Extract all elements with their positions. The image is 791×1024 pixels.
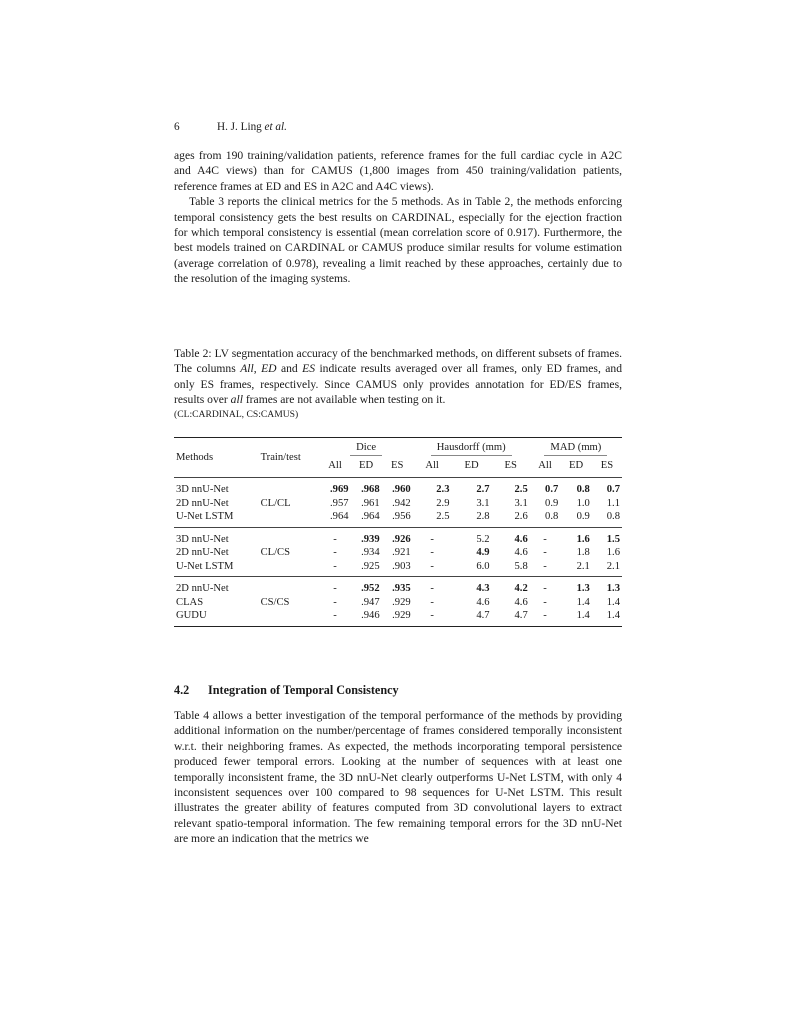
cell-value: .957: [330, 497, 349, 509]
results-table: [174, 437, 622, 627]
cell-value: 0.8: [606, 511, 620, 522]
cell-method: U-Net LSTM: [176, 511, 234, 522]
table-abbreviation-note: (CL:CARDINAL, CS:CAMUS): [174, 408, 299, 420]
cell-value: .935: [392, 583, 411, 594]
cell-value: .947: [361, 596, 380, 608]
cell-value: 2.7: [476, 484, 490, 495]
table-row: [174, 609, 622, 626]
cell-value: 4.3: [476, 583, 490, 594]
cell-method: 2D nnU-Net: [176, 583, 229, 594]
cell-value: .929: [392, 596, 411, 608]
cell-value: -: [430, 533, 434, 545]
cell-value: -: [430, 547, 434, 558]
page-number: 6: [174, 121, 180, 133]
cell-value: 1.3: [576, 583, 590, 594]
col-header-sub: ED: [569, 459, 584, 471]
cell-value: 5.2: [476, 533, 490, 545]
cell-value: -: [543, 583, 547, 594]
cell-value: 3.1: [476, 497, 490, 509]
cell-train-test: CS/CS: [260, 596, 290, 608]
cell-value: -: [543, 533, 547, 545]
col-header-sub: ED: [359, 459, 374, 471]
col-header-sub: All: [328, 459, 342, 471]
cell-value: 1.6: [606, 547, 620, 558]
table-row: [174, 510, 622, 527]
cell-value: .903: [392, 560, 411, 572]
table-row: [174, 577, 622, 596]
table-body: [174, 478, 622, 627]
cell-value: .929: [392, 610, 411, 621]
section-number: 4.2: [174, 683, 190, 697]
cell-method: 2D nnU-Net: [176, 497, 229, 509]
cell-value: 1.4: [606, 596, 620, 608]
table-row: [174, 546, 622, 560]
cell-method: U-Net LSTM: [176, 560, 234, 572]
cell-value: 1.1: [606, 497, 620, 509]
col-header-sub: ES: [600, 459, 614, 471]
cell-value: 2.5: [436, 511, 450, 522]
cell-train-test: [259, 478, 320, 497]
col-header-sub: ES: [504, 459, 517, 471]
cell-value: -: [543, 547, 547, 558]
cell-method: 2D nnU-Net: [176, 547, 229, 558]
cell-value: 6.0: [476, 560, 490, 572]
cell-value: .921: [392, 547, 411, 558]
table-row: [174, 478, 622, 497]
cell-value: 4.6: [514, 596, 528, 608]
cell-value: 4.2: [514, 583, 528, 594]
cell-value: -: [333, 583, 337, 594]
cell-value: 4.9: [476, 547, 490, 558]
cell-train-test: [259, 510, 320, 527]
cell-value: -: [333, 547, 337, 558]
cell-value: .968: [361, 484, 380, 495]
paragraph-continued: ages from 190 training/validation patients, reference frames for the full cardiac cycle in A2C and A4C views) than for CAMUS (1,800 images from 450 training/validation patients, reference frames at ED and ES in A2C and A4C views).: [174, 149, 622, 193]
cell-value: .961: [361, 497, 380, 509]
cell-value: 2.5: [514, 484, 528, 495]
cell-value: .964: [361, 511, 380, 522]
cell-value: 1.3: [606, 583, 620, 594]
cell-method: GUDU: [176, 610, 207, 621]
cell-value: .942: [392, 497, 411, 509]
cell-value: 1.4: [576, 610, 590, 621]
cell-value: .946: [361, 610, 380, 621]
cell-value: 2.9: [436, 497, 450, 509]
cell-value: 0.8: [576, 484, 590, 495]
table-row: [174, 560, 622, 577]
cell-value: .939: [361, 533, 380, 545]
cell-method: 3D nnU-Net: [176, 484, 229, 495]
cell-value: .926: [392, 533, 411, 545]
cell-value: -: [543, 560, 547, 572]
cell-value: .925: [361, 560, 380, 572]
cell-value: -: [430, 610, 434, 621]
cell-method: 3D nnU-Net: [176, 533, 229, 545]
cell-value: .934: [361, 547, 380, 558]
cell-value: 2.6: [514, 511, 528, 522]
cell-method: CLAS: [176, 596, 204, 608]
cell-train-test: CL/CS: [260, 547, 291, 558]
cell-value: .956: [392, 511, 411, 522]
authors: H. J. Ling et al.: [217, 121, 287, 133]
cell-value: 4.6: [514, 533, 528, 545]
col-header-sub: All: [538, 459, 552, 471]
cell-value: 2.3: [436, 484, 450, 495]
cell-train-test: [259, 577, 320, 596]
cell-value: 2.1: [606, 560, 620, 572]
col-header-train-test: Train/test: [260, 452, 301, 463]
cell-value: 0.7: [606, 484, 620, 495]
col-header-sub: ED: [464, 459, 479, 471]
cell-value: 0.9: [576, 511, 590, 522]
col-header-sub: All: [425, 459, 439, 471]
cell-value: -: [333, 596, 337, 608]
table-row: [174, 527, 622, 546]
body-text-top: [174, 148, 622, 287]
cell-value: 0.9: [545, 497, 559, 509]
cell-value: 5.8: [514, 560, 528, 572]
cell-value: .952: [361, 583, 380, 594]
body-text-section: [174, 708, 622, 847]
cell-value: 3.1: [514, 497, 528, 509]
cell-value: 1.5: [606, 533, 620, 545]
cell-value: -: [333, 533, 337, 545]
table-row: [174, 497, 622, 511]
cell-value: 2.8: [476, 511, 490, 522]
cell-value: 4.6: [476, 596, 490, 608]
section-paragraph: Table 4 allows a better investigation of the temporal performance of the methods by providing additional information on the number/percentage of frames considered temporally inconsistent w.r.t. their neighboring frames. As expected, the methods incorporating temporal persistence produced fewer temporal errors. Looking at the number of sequences with at least one temporally inconsistent frame, the 3D nnU-Net clearly outperforms U-Net LSTM, with only 4 inconsistent sequences over 100 compared to 98 sequences for U-Net LSTM. This result illustrates the greater ability of features computed from 3D convolutional layers to extract relevant spatio-temporal information. The few remaining temporal errors for the 3D nnU-Net are more an indication that the metrics we: [174, 709, 622, 846]
section-title: Integration of Temporal Consistency: [208, 683, 399, 697]
cell-value: -: [430, 583, 434, 594]
cell-value: .964: [330, 511, 349, 522]
section-heading: [174, 683, 399, 698]
cell-value: .960: [392, 484, 411, 495]
cell-value: -: [543, 610, 547, 621]
cell-value: -: [333, 560, 337, 572]
paragraph-table3: Table 3 reports the clinical metrics for the 5 methods. As in Table 2, the methods enforcing temporal consistency gets the best results on CARDINAL, especially for the ejection fraction for which temporal consistency is essential (mean correlation score of 0.917). Furthermore, the best models trained on CARDINAL or CAMUS produce similar results for volume estimation (average correlation of 0.978), revealing a limit reached by these approaches, certainly due to the resolution of the imaging systems.: [174, 195, 622, 286]
cell-train-test: [259, 560, 320, 577]
cell-value: 1.4: [606, 610, 620, 621]
cell-value: 0.7: [545, 484, 559, 495]
cell-value: 1.0: [576, 497, 590, 509]
cell-value: -: [543, 596, 547, 608]
cell-value: -: [430, 560, 434, 572]
cell-value: 1.6: [576, 533, 590, 545]
col-group-dice: Dice: [320, 438, 413, 457]
col-group-mad: MAD (mm): [530, 438, 622, 457]
cell-value: 1.8: [576, 547, 590, 558]
cell-value: 0.8: [545, 511, 559, 522]
cell-value: 1.4: [576, 596, 590, 608]
cell-train-test: [259, 527, 320, 546]
table-row: [174, 596, 622, 610]
cell-value: 4.7: [514, 610, 528, 621]
col-group-hausdorff: Hausdorff (mm): [413, 438, 530, 457]
table-caption: Table 2: LV segmentation accuracy of the benchmarked methods, on different subsets of frames. The columns All, ED and ES indicate results averaged over all frames, only ED frames, and only ES frames, respectively. Since CAMUS only provides annotation for ED/ES frames, results over all frames are not available when testing on it. (CL:CARDINAL, CS:CAMUS): [174, 347, 623, 420]
col-header-methods: Methods: [176, 452, 214, 463]
cell-value: 4.6: [514, 547, 528, 558]
cell-value: -: [333, 610, 337, 621]
cell-train-test: [259, 609, 320, 626]
cell-value: -: [430, 596, 434, 608]
col-header-sub: ES: [390, 459, 404, 471]
cell-value: 4.7: [476, 610, 490, 621]
cell-train-test: CL/CL: [260, 497, 291, 509]
running-head: [174, 121, 287, 133]
cell-value: .969: [330, 484, 349, 495]
cell-value: 2.1: [576, 560, 590, 572]
